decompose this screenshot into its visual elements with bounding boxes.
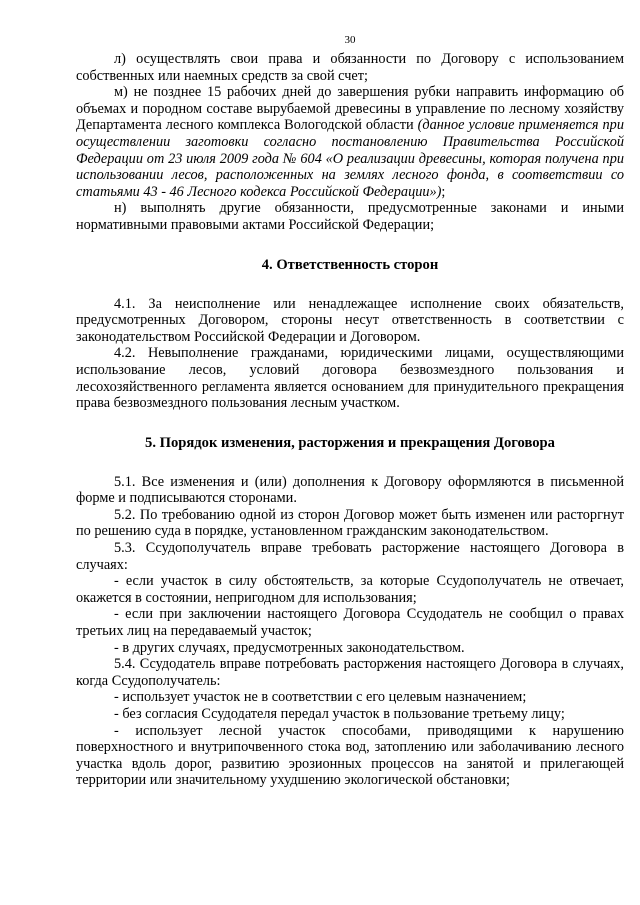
list-item: - если участок в силу обстоятельств, за которые Ссудополучатель не отвечает, окажется в состоянии, непригодном для использования; [76, 573, 624, 606]
document-page [76, 34, 624, 789]
paragraph-5-1: 5.1. Все изменения и (или) дополнения к Договору оформляются в письменной форме и подписываются сторонами. [76, 473, 624, 507]
item-n: н) выполнять другие обязанности, предусмотренные законами и иными нормативными правовыми актами Российской Федерации; [76, 200, 624, 233]
paragraph-4-2: 4.2. Невыполнение гражданами, юридическими лицами, осуществляющими использование лесов, условий договора безвозмездного пользования и лесохозяйственного регламента является основанием для принудительного прекращения права безвозмездного пользования лесным участком. [76, 345, 624, 412]
list-item: - в других случаях, предусмотренных законодательством. [114, 639, 465, 656]
paragraph-5-4: 5.4. Ссудодатель вправе потребовать расторжения настоящего Договора в случаях, когда Ссудополучатель: [76, 656, 624, 689]
paragraph-4-1: 4.1. За неисполнение или ненадлежащее исполнение своих обязательств, предусмотренных Договором, стороны несут ответственность в соответствии с законодательством Российской Федерации и Договором. [76, 295, 624, 345]
list-item: - если при заключении настоящего Договора Ссудодатель не сообщил о правах третьих лиц на передаваемый участок; [76, 606, 624, 640]
item-m-text: м) не позднее 15 рабочих дней до завершения рубки направить информацию об объемах и породном составе вырубаемой древесины в управление по лесному хозяйству Департамента лесного комплекса Вологодской области [76, 84, 624, 134]
list-item: - без согласия Ссудодателя передал участок в пользование третьему лицу; [114, 706, 565, 722]
section-5-title: 5. Порядок изменения, расторжения и прекращения Договора [145, 434, 555, 451]
item-m-end: ; [441, 183, 446, 200]
section-4-title: 4. Ответственность сторон [261, 256, 439, 273]
page-number: 30 [344, 34, 356, 46]
item-m-italic: (данное условие применяется при осуществлении заготовки согласно постановлению Правительства Российской Федерации от 23 июля 2009 года № 604 «О реализации древесины, которая получена при использовании лесов, расположенных на землях лесного фонда, в соответствии со статьями 43 - 46 Лесного кодекса Российской Федерации») [76, 117, 624, 200]
item-l: л) осуществлять свои права и обязанности по Договору с использованием собственных или наемных средств за свой счет; [76, 51, 624, 84]
item-m [76, 84, 624, 200]
list-item: - использует участок не в соответствии с его целевым назначением; [114, 689, 527, 706]
list-item: - использует лесной участок способами, приводящими к нарушению поверхностного и внутрипочвенного стока вод, затоплению или заболачиванию лесного участка вдоль дорог, развитию эрозионных процессов на занятой и прилегающей территории или значительному ухудшению экологической обстановки; [76, 722, 624, 789]
paragraph-5-3: 5.3. Ссудополучатель вправе требовать расторжение настоящего Договора в случаях: [76, 540, 624, 573]
paragraph-5-2: 5.2. По требованию одной из сторон Договор может быть изменен или расторгнут по решению суда в порядке, установленном гражданским законодательством. [76, 506, 624, 540]
